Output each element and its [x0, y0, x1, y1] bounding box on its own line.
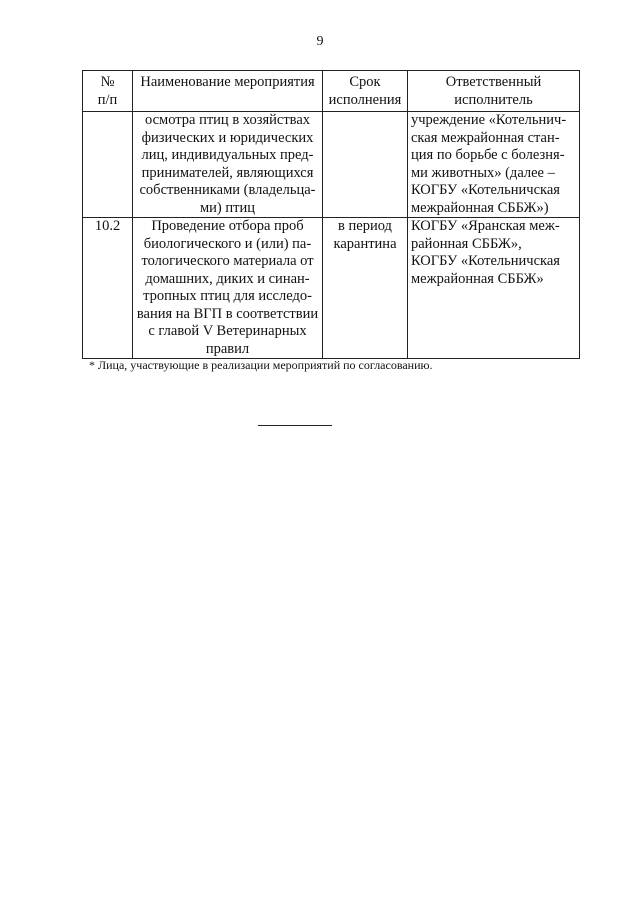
responsible-line: КОГБУ «Яранская меж-: [411, 218, 560, 234]
header-term-line1: Срок: [349, 74, 381, 90]
row-number-cell: [83, 112, 133, 218]
measure-name-line: принимателей, являющихся: [141, 164, 314, 181]
term-line: карантина: [333, 235, 397, 252]
end-divider-line: [258, 425, 332, 426]
measure-name-line: тологического материала от: [141, 253, 314, 269]
measure-name-line: лиц, индивидуальных пред-: [141, 147, 314, 163]
responsible-line: межрайонная СББЖ»): [411, 199, 549, 216]
table-row: [83, 112, 580, 218]
header-term-line2: исполнения: [328, 91, 402, 108]
footnote: * Лица, участвующие в реализации мероприятий по согласованию.: [89, 358, 433, 372]
term-cell: [323, 218, 408, 359]
measure-name-cell: [133, 112, 323, 218]
header-number-symbol: №: [100, 74, 115, 90]
header-responsible: [408, 71, 580, 112]
responsible-cell: [408, 218, 580, 359]
header-responsible-line1: Ответственный: [445, 74, 542, 90]
measure-name-line: собственниками (владельца-: [139, 182, 316, 198]
measure-name-line: ми) птиц: [199, 199, 255, 216]
responsible-line: КОГБУ «Котельничская: [411, 182, 560, 198]
measure-name-line: правил: [205, 340, 250, 357]
measure-name-line: биологического и (или) па-: [143, 235, 312, 252]
measure-name-cell: [133, 218, 323, 359]
term-line: в период: [338, 218, 392, 234]
responsible-cell: [408, 112, 580, 218]
header-number: [83, 71, 133, 112]
page-number: 9: [316, 34, 324, 49]
row-number-cell: 10.2: [83, 218, 133, 359]
term-cell: [323, 112, 408, 218]
measure-name-line: вания на ВГП в соответствии: [136, 305, 319, 322]
table-row: [83, 218, 580, 359]
responsible-line: ция по борьбе с болезня-: [411, 147, 565, 163]
measure-name-line: Проведение отбора проб: [151, 218, 304, 234]
header-measure-name: [133, 71, 323, 112]
measure-name-line: тропных птиц для исследо-: [143, 288, 312, 304]
responsible-line: районная СББЖ»,: [411, 235, 522, 252]
header-measure-name-text: Наименование мероприятия: [140, 74, 315, 90]
measure-name-line: домашних, диких и синан-: [145, 270, 310, 287]
measure-name-line: с главой V Ветеринарных: [148, 323, 307, 339]
responsible-line: ми животных» (далее –: [411, 164, 555, 181]
responsible-line: межрайонная СББЖ»: [411, 270, 544, 287]
responsible-line: ская межрайонная стан-: [411, 129, 560, 146]
header-term: [323, 71, 408, 112]
responsible-line: учреждение «Котельнич-: [411, 112, 567, 128]
header-number-abbrev: п/п: [97, 91, 118, 108]
measures-table: [82, 70, 580, 359]
responsible-line: КОГБУ «Котельничская: [411, 253, 560, 269]
table-header-row: [83, 71, 580, 112]
measure-name-line: физических и юридических: [141, 129, 314, 146]
header-responsible-line2: исполнитель: [454, 91, 533, 108]
measure-name-line: осмотра птиц в хозяйствах: [144, 112, 311, 128]
